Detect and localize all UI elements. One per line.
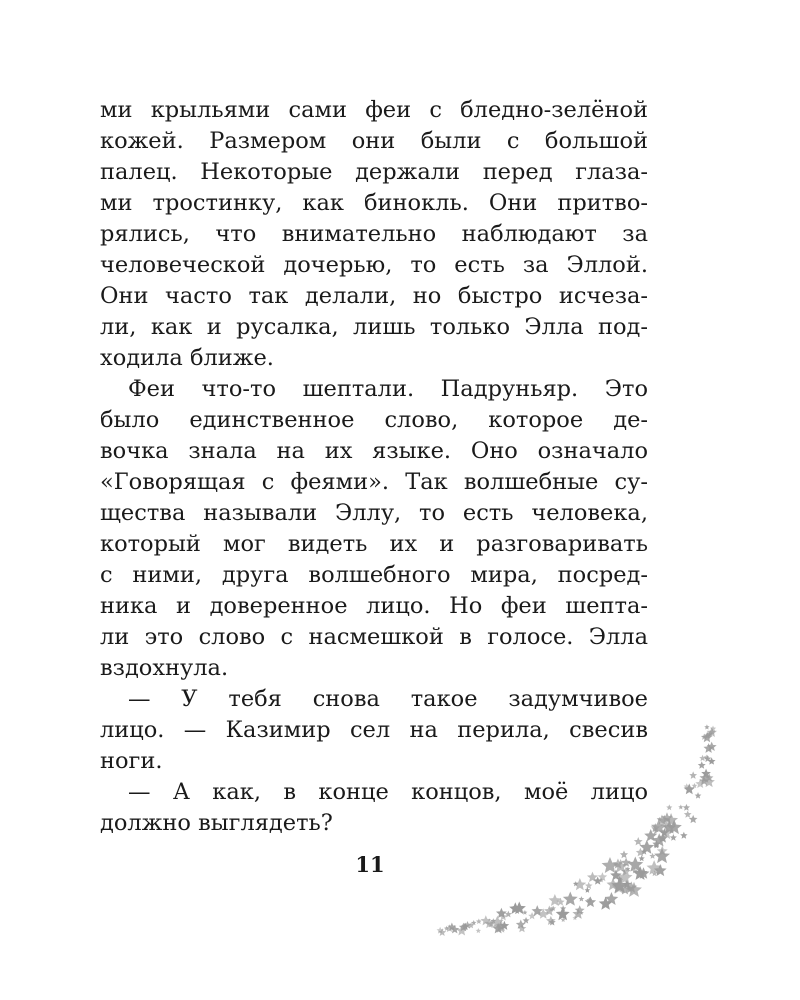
star-icon	[522, 910, 527, 915]
star-icon	[699, 755, 706, 761]
star-icon	[476, 928, 481, 933]
star-icon	[701, 733, 708, 739]
text-line: ли, как и русалка, лишь только Элла под-	[100, 314, 648, 340]
star-icon	[585, 882, 593, 889]
star-icon	[622, 880, 631, 889]
star-icon	[627, 857, 643, 872]
text-line: Феи что-то шептали. Падруньяр. Это	[128, 376, 648, 402]
star-icon	[703, 743, 713, 753]
star-icon	[664, 813, 678, 826]
text-line: с ними, друга волшебного мира, посред-	[100, 562, 648, 588]
star-icon	[617, 869, 633, 884]
text-line: ли это слово с насмешкой в голосе. Элла	[100, 624, 648, 650]
star-icon	[704, 724, 709, 729]
star-icon	[636, 848, 645, 857]
star-icon	[572, 915, 577, 920]
star-icon	[513, 906, 518, 911]
star-icon	[625, 866, 630, 871]
star-icon	[613, 859, 628, 873]
star-icon	[624, 883, 634, 893]
star-icon	[587, 872, 598, 882]
star-icon	[620, 885, 630, 895]
page-number: 11	[355, 852, 385, 877]
star-icon	[450, 925, 459, 933]
text-line: — А как, в конце концов, моё лицо	[128, 779, 648, 805]
star-icon	[505, 911, 512, 918]
star-icon	[561, 917, 566, 922]
star-icon	[670, 834, 677, 841]
star-icon	[523, 917, 530, 924]
star-icon	[500, 921, 510, 930]
star-icon	[544, 905, 555, 915]
star-icon	[496, 920, 508, 931]
text-line: кожей. Размером они были с большой	[100, 128, 648, 154]
star-icon	[652, 826, 658, 832]
text-line: который мог видеть их и разговаривать	[100, 531, 648, 557]
star-icon	[621, 867, 630, 876]
star-icon	[549, 894, 562, 906]
star-icon	[499, 912, 507, 920]
star-icon	[572, 908, 583, 919]
star-icon	[556, 898, 564, 906]
star-icon	[532, 905, 543, 916]
star-icon	[476, 918, 482, 924]
star-icon	[678, 805, 683, 810]
star-icon	[658, 815, 671, 827]
star-icon	[611, 877, 628, 893]
star-icon	[599, 878, 604, 883]
star-icon	[641, 848, 648, 854]
star-icon	[459, 923, 468, 932]
star-icon	[602, 857, 619, 873]
star-icon	[692, 783, 698, 788]
star-icon	[607, 878, 620, 890]
star-icon	[704, 754, 709, 759]
text-line: должно выглядеть?	[100, 810, 333, 836]
star-icon	[518, 924, 527, 932]
star-icon	[549, 919, 556, 926]
star-icon	[484, 918, 494, 928]
star-icon	[652, 871, 658, 877]
text-line: — У тебя снова такое задумчивое	[128, 686, 648, 712]
star-icon	[626, 882, 642, 897]
star-icon	[556, 907, 570, 920]
text-line: рялись, что внимательно наблюдают за	[100, 221, 648, 247]
star-icon	[493, 923, 504, 934]
star-icon	[695, 779, 705, 788]
star-icon	[546, 916, 556, 925]
star-icon	[701, 769, 711, 778]
star-icon	[707, 742, 717, 751]
star-icon	[560, 905, 566, 911]
star-icon	[598, 872, 608, 881]
star-icon	[708, 757, 716, 764]
star-icon	[438, 928, 446, 936]
star-icon	[487, 920, 495, 928]
star-icon	[513, 901, 526, 914]
star-icon	[710, 725, 716, 731]
star-icon	[707, 730, 714, 736]
star-icon	[667, 820, 682, 835]
star-icon	[618, 878, 623, 883]
star-icon	[700, 772, 711, 782]
star-icon	[651, 819, 667, 834]
star-icon	[496, 908, 507, 918]
star-icon	[707, 727, 717, 737]
star-icon	[491, 918, 497, 923]
star-icon	[575, 905, 585, 914]
star-icon	[585, 887, 591, 892]
star-icon	[657, 817, 662, 822]
text-line: вздохнула.	[100, 655, 229, 681]
star-icon	[613, 858, 624, 868]
star-icon	[445, 924, 453, 932]
text-line: щества называли Эллу, то есть человека,	[100, 500, 648, 526]
star-icon	[684, 783, 690, 789]
star-icon	[653, 843, 659, 849]
star-icon	[661, 812, 672, 823]
star-icon	[657, 835, 663, 841]
star-icon	[447, 923, 456, 931]
star-icon	[563, 892, 578, 906]
star-icon	[444, 926, 449, 931]
star-icon	[437, 927, 444, 934]
star-icon	[586, 897, 592, 903]
star-icon	[707, 732, 712, 737]
star-icon	[509, 902, 521, 914]
text-line: Они часто так делали, но быстро исчеза-	[100, 283, 648, 309]
star-icon	[680, 832, 687, 839]
star-icon	[652, 833, 666, 846]
star-icon	[652, 840, 660, 848]
star-icon	[695, 792, 702, 798]
star-icon	[702, 732, 712, 742]
star-icon	[550, 905, 556, 910]
star-icon	[593, 876, 602, 884]
star-icon	[461, 923, 469, 930]
star-icon	[666, 804, 672, 810]
star-icon	[491, 916, 503, 928]
star-icon	[705, 774, 713, 782]
star-icon	[647, 860, 662, 875]
star-icon	[464, 921, 472, 929]
text-line: человеческой дочерью, то есть за Эллой.	[100, 252, 648, 278]
text-line: ника и доверенное лицо. Но феи шепта-	[100, 593, 648, 619]
star-icon	[689, 771, 697, 778]
star-icon	[689, 815, 698, 823]
text-line: палец. Некоторые держали перед глаза-	[100, 159, 648, 185]
star-icon	[516, 919, 526, 928]
star-icon	[654, 864, 667, 876]
star-icon	[704, 732, 712, 739]
text-line: ноги.	[100, 748, 163, 774]
text-line: ходила ближе.	[100, 345, 274, 371]
star-icon	[649, 853, 655, 859]
star-icon	[599, 897, 613, 910]
star-icon	[639, 855, 645, 861]
star-icon	[657, 846, 668, 856]
star-icon	[548, 907, 553, 912]
star-icon	[625, 881, 637, 893]
star-icon	[471, 920, 476, 925]
star-icon	[617, 876, 623, 881]
star-icon	[699, 776, 709, 785]
star-icon	[612, 880, 626, 894]
star-icon	[709, 729, 715, 735]
star-icon	[704, 755, 712, 762]
star-icon	[573, 878, 586, 890]
star-icon	[573, 881, 578, 886]
star-icon	[703, 776, 715, 787]
star-icon	[538, 908, 549, 918]
text-line: ми крыльями сами феи с бледно-зелёной	[100, 97, 648, 123]
star-icon	[657, 815, 668, 825]
text-line: «Говорящая с феями». Так волшебные су-	[100, 469, 648, 495]
star-icon	[663, 821, 677, 834]
star-icon	[683, 804, 690, 811]
star-icon	[480, 915, 491, 925]
star-icon	[579, 896, 585, 901]
star-icon	[585, 896, 596, 907]
star-icon	[610, 869, 621, 880]
star-icon	[461, 923, 468, 930]
text-line: было единственное слово, которое де-	[100, 407, 648, 433]
star-icon	[684, 784, 695, 795]
star-icon	[605, 892, 619, 905]
star-icon	[468, 922, 474, 928]
star-icon	[658, 825, 673, 839]
star-icon	[621, 857, 631, 866]
text-line: вочка знала на их языке. Оно означало	[100, 438, 648, 464]
star-icon	[660, 829, 668, 837]
star-icon	[620, 850, 628, 858]
text-line: ми тростинку, как бинокль. Они притво-	[100, 190, 648, 216]
star-icon	[651, 823, 661, 832]
star-icon	[632, 868, 638, 874]
star-icon	[633, 866, 648, 880]
star-icon	[698, 761, 706, 769]
text-line: лицо. — Казимир сел на перила, свесив	[100, 717, 648, 743]
star-icon	[639, 840, 654, 854]
star-icon	[658, 833, 668, 843]
star-icon	[495, 921, 507, 932]
star-icon	[637, 867, 649, 878]
star-icon	[654, 848, 670, 863]
star-icon	[456, 925, 467, 935]
star-icon	[684, 810, 692, 817]
body-text	[100, 95, 648, 839]
star-icon	[528, 912, 536, 919]
